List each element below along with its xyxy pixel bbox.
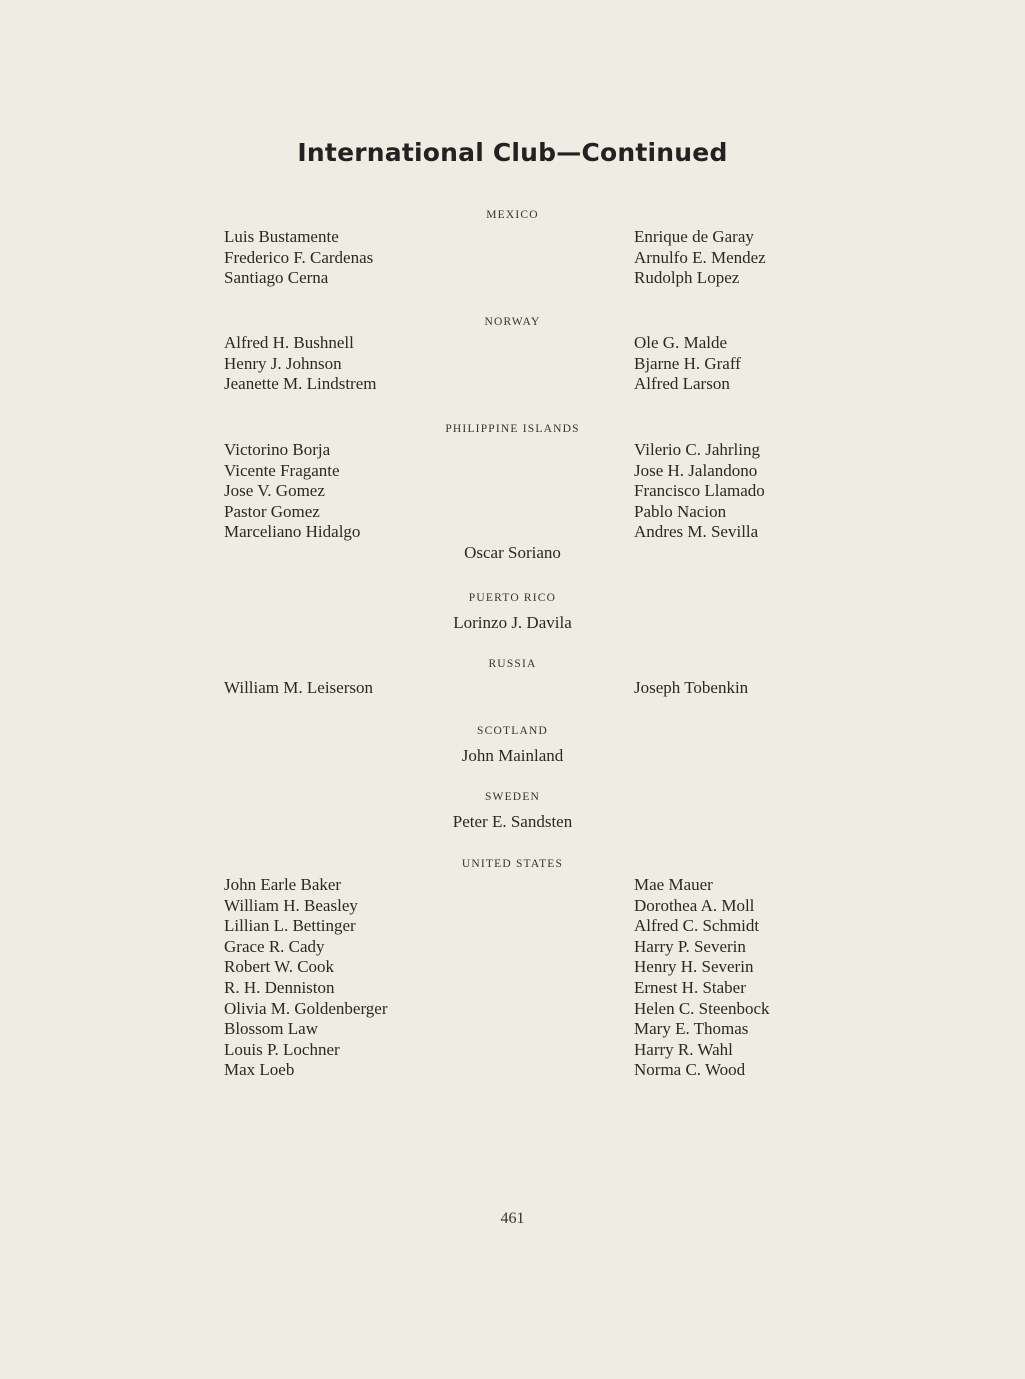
member-name: Grace R. Cady: [224, 936, 325, 956]
member-name: John Mainland: [461, 746, 564, 765]
member-name: Ernest H. Staber: [634, 977, 746, 997]
member-name: Santiago Cerna: [224, 268, 329, 288]
member-name: Marceliano Hidalgo: [224, 522, 361, 542]
united-states-right-column: [634, 875, 770, 1081]
philippine-islands-center-column: [0, 543, 1025, 564]
russia-right-column: [634, 678, 748, 699]
scotland-center-column: [0, 746, 1025, 767]
member-name: Harry P. Severin: [634, 936, 746, 956]
member-name: Bjarne H. Graff: [634, 353, 741, 373]
member-name: Alfred H. Bushnell: [224, 333, 354, 352]
section-heading-scotland: SCOTLAND: [477, 725, 548, 737]
member-name: Jose H. Jalandono: [634, 460, 758, 480]
member-name: Vicente Fragante: [224, 460, 340, 480]
section-heading-mexico: MEXICO: [486, 209, 539, 221]
philippine-islands-left-column: [224, 440, 360, 543]
member-name: Luis Bustamente: [224, 227, 339, 246]
member-name: Arnulfo E. Mendez: [634, 247, 766, 267]
member-name: R. H. Denniston: [224, 977, 335, 997]
member-name: Vilerio C. Jahrling: [634, 440, 760, 459]
member-name: Pablo Nacion: [634, 501, 727, 521]
member-name: Jeanette M. Lindstrem: [224, 374, 377, 394]
mexico-left-column: [224, 227, 373, 289]
member-name: Dorothea A. Moll: [634, 895, 755, 915]
member-name: Helen C. Steenbock: [634, 998, 770, 1018]
member-name: Henry J. Johnson: [224, 353, 342, 373]
page-title: International Club—Continued: [297, 138, 728, 167]
member-name: Andres M. Sevilla: [634, 522, 759, 542]
section-heading-puerto-rico: PUERTO RICO: [468, 592, 557, 604]
united-states-left-column: [224, 875, 388, 1081]
member-name: Joseph Tobenkin: [634, 678, 749, 697]
member-name: Enrique de Garay: [634, 227, 754, 246]
mexico-right-column: [634, 227, 766, 289]
member-name: William M. Leiserson: [224, 678, 373, 697]
member-name: William H. Beasley: [224, 895, 358, 915]
russia-left-column: [224, 678, 373, 699]
member-name: Rudolph Lopez: [634, 268, 740, 288]
member-name: Peter E. Sandsten: [452, 812, 573, 831]
philippine-islands-right-column: [634, 440, 765, 543]
member-name: Victorino Borja: [224, 440, 331, 459]
puerto-rico-center-column: [0, 613, 1025, 634]
member-name: Mary E. Thomas: [634, 1019, 749, 1039]
section-heading-sweden: SWEDEN: [484, 791, 541, 803]
norway-right-column: [634, 333, 741, 395]
member-name: Henry H. Severin: [634, 957, 754, 977]
member-name: Frederico F. Cardenas: [224, 247, 374, 267]
member-name: Francisco Llamado: [634, 481, 765, 501]
member-name: Oscar Soriano: [464, 543, 561, 562]
member-name: Alfred C. Schmidt: [634, 916, 760, 936]
page-number: 461: [500, 1210, 525, 1227]
member-name: Alfred Larson: [634, 374, 730, 394]
member-name: Robert W. Cook: [224, 957, 335, 977]
sweden-center-column: [0, 812, 1025, 833]
member-name: Louis P. Lochner: [224, 1039, 340, 1059]
member-name: Max Loeb: [224, 1060, 295, 1080]
norway-left-column: [224, 333, 377, 395]
member-name: Olivia M. Goldenberger: [224, 998, 388, 1018]
member-name: Lorinzo J. Davila: [453, 613, 572, 632]
section-heading-norway: NORWAY: [484, 316, 541, 328]
section-heading-russia: RUSSIA: [488, 658, 537, 670]
member-name: Lillian L. Bettinger: [224, 916, 356, 936]
member-name: John Earle Baker: [224, 875, 342, 894]
member-name: Ole G. Malde: [634, 333, 728, 352]
member-name: Mae Mauer: [634, 875, 713, 894]
section-heading-philippine-islands: PHILIPPINE ISLANDS: [445, 423, 580, 435]
member-name: Blossom Law: [224, 1019, 318, 1039]
member-name: Norma C. Wood: [634, 1060, 746, 1080]
section-heading-united-states: UNITED STATES: [461, 858, 564, 870]
member-name: Pastor Gomez: [224, 501, 320, 521]
member-name: Jose V. Gomez: [224, 481, 325, 501]
member-name: Harry R. Wahl: [634, 1039, 733, 1059]
